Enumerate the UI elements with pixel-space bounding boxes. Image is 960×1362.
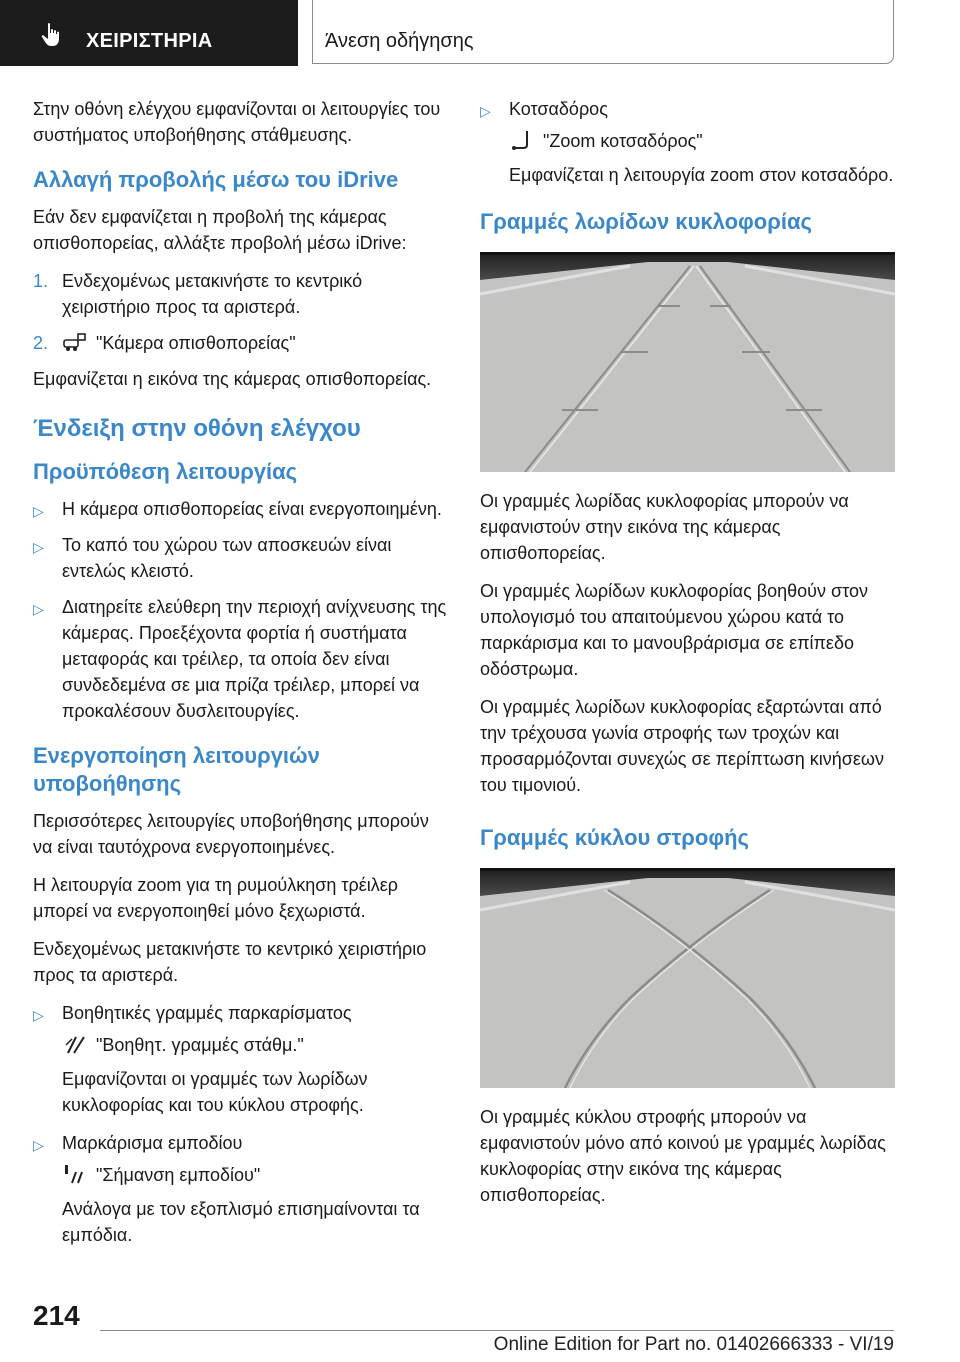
option-obstacle-marking <box>33 1130 451 1156</box>
step-number: 1. <box>33 271 49 291</box>
right-column <box>480 96 898 1220</box>
menu-label: "Zoom κοτσαδόρος" <box>543 131 703 151</box>
heading-prerequisite: Προϋπόθεση λειτουργίας <box>33 459 298 484</box>
step-1 <box>33 268 451 320</box>
option-parking-lines <box>33 1000 451 1026</box>
parking-lines-icon <box>62 1033 88 1055</box>
turning-circle-figure <box>480 868 895 1088</box>
prereq-item <box>33 496 451 522</box>
prereq-text: Το καπό του χώρου των αποσκευών είναι εντελώς κλειστό. <box>62 535 392 581</box>
obstacle-marking-icon <box>62 1163 88 1185</box>
step-text: Ενδεχομένως μετακινήστε το κεντρικό χειριστήριο προς τα αριστερά. <box>62 271 363 317</box>
option-description: Εμφανίζεται η λειτουργία zoom στον κοτσαδόρο. <box>509 165 894 185</box>
triangle-bullet-icon: ▷ <box>33 601 44 617</box>
step-number: 2. <box>33 333 49 353</box>
rear-camera-icon <box>62 331 88 353</box>
option-trailer-hitch <box>480 96 898 122</box>
prereq-text: Διατηρείτε ελεύθερη την περιοχή ανίχνευσης της κάμερας. Προεξέχοντα φορτία ή συστήματα μεταφοράς και τρέιλερ, τα οποία δεν είναι συνδεδεμένα σε μια πρίζα τρέιλερ, μπορεί να προκαλέσουν δυσλειτουργίες. <box>62 597 447 721</box>
chapter-title: Άνεση οδήγησης <box>325 30 474 52</box>
section-tab <box>0 0 298 66</box>
trailer-hitch-icon <box>509 129 535 151</box>
footer-edition: Online Edition for Part no. 01402666333 - VI/19 <box>493 1334 894 1355</box>
heading-lane-lines: Γραμμές λωρίδων κυκλοφορίας <box>480 209 812 234</box>
step-2 <box>33 330 451 356</box>
triangle-bullet-icon: ▷ <box>33 503 44 519</box>
heading-turning-circle: Γραμμές κύκλου στροφής <box>480 825 749 850</box>
option-title: Κοτσαδόρος <box>509 99 608 119</box>
turning-circle-camera-image <box>480 868 895 1088</box>
hand-icon <box>40 22 64 48</box>
menu-parking-lines <box>33 1032 451 1058</box>
lane-lines-text-2: Οι γραμμές λωρίδων κυκλοφορίας βοηθούν στον υπολογισμό του απαιτούμενου χώρου κατά το παρκάρισμα και το μανουβράρισμα σε επίπεδο οδόστρωμα. <box>480 581 868 679</box>
page-number: 214 <box>33 1300 80 1331</box>
turning-circle-text: Οι γραμμές κύκλου στροφής μπορούν να εμφανιστούν μόνο από κοινού με γραμμές λωρίδας κυκλοφορίας στην εικόνα της κάμερας οπισθοπορείας. <box>480 1107 886 1205</box>
prereq-item <box>33 594 451 724</box>
prereq-item <box>33 532 451 584</box>
step-text: "Κάμερα οπισθοπορείας" <box>96 333 296 353</box>
heading-display: Ένδειξη στην οθόνη ελέγχου <box>33 415 361 442</box>
option-title: Μαρκάρισμα εμποδίου <box>62 1133 243 1153</box>
prereq-text: Η κάμερα οπισθοπορείας είναι ενεργοποιημένη. <box>62 499 442 519</box>
option-title: Βοηθητικές γραμμές παρκαρίσματος <box>62 1003 352 1023</box>
menu-label: "Βοηθητ. γραμμές στάθμ." <box>96 1035 304 1055</box>
activate-text-1: Περισσότερες λειτουργίες υποβοήθησης μπορούν να είναι ταυτόχρονα ενεργοποιημένες. <box>33 811 429 857</box>
section-label: ΧΕΙΡΙΣΤΗΡΙΑ <box>86 30 213 52</box>
menu-trailer-hitch <box>480 128 898 154</box>
lane-lines-text-3: Οι γραμμές λωρίδων κυκλοφορίας εξαρτώνται από την τρέχουσα γωνία στροφής των τροχών και προσαρμόζονται συνεχώς σε περίπτωση κινήσεων του τιμονιού. <box>480 697 884 795</box>
step-2-result: Εμφανίζεται η εικόνα της κάμερας οπισθοπορείας. <box>33 369 432 389</box>
menu-label: "Σήμανση εμποδίου" <box>96 1165 261 1185</box>
triangle-bullet-icon: ▷ <box>33 1007 44 1023</box>
menu-obstacle-marking <box>33 1162 451 1188</box>
triangle-bullet-icon: ▷ <box>33 539 44 555</box>
option-description: Ανάλογα με τον εξοπλισμό επισημαίνονται τα εμπόδια. <box>62 1199 420 1245</box>
option-description: Εμφανίζονται οι γραμμές των λωρίδων κυκλοφορίας και του κύκλου στροφής. <box>62 1069 368 1115</box>
intro-text: Στην οθόνη ελέγχου εμφανίζονται οι λειτουργίες του συστήματος υποβοήθησης στάθμευσης. <box>33 99 441 145</box>
heading-activate: Ενεργοποίηση λειτουργιών υποβοήθησης <box>33 743 320 796</box>
left-column <box>33 96 451 1260</box>
activate-text-3: Ενδεχομένως μετακινήστε το κεντρικό χειριστήριο προς τα αριστερά. <box>33 939 427 985</box>
chapter-header <box>312 0 894 64</box>
activate-text-2: Η λειτουργία zoom για τη ρυμούλκηση τρέιλερ μπορεί να ενεργοποιηθεί μόνο ξεχωριστά. <box>33 875 399 921</box>
footer-divider <box>100 1330 894 1331</box>
lane-lines-text-1: Οι γραμμές λωρίδας κυκλοφορίας μπορούν να εμφανιστούν στην εικόνα της κάμερας οπισθοπορείας. <box>480 491 849 563</box>
triangle-bullet-icon: ▷ <box>480 103 491 119</box>
heading-change-view: Αλλαγή προβολής μέσω του iDrive <box>33 167 399 192</box>
change-view-text: Εάν δεν εμφανίζεται η προβολή της κάμερας οπισθοπορείας, αλλάξτε προβολή μέσω iDrive: <box>33 207 407 253</box>
lane-lines-camera-image <box>480 252 895 472</box>
lane-lines-figure <box>480 252 895 472</box>
triangle-bullet-icon: ▷ <box>33 1137 44 1153</box>
